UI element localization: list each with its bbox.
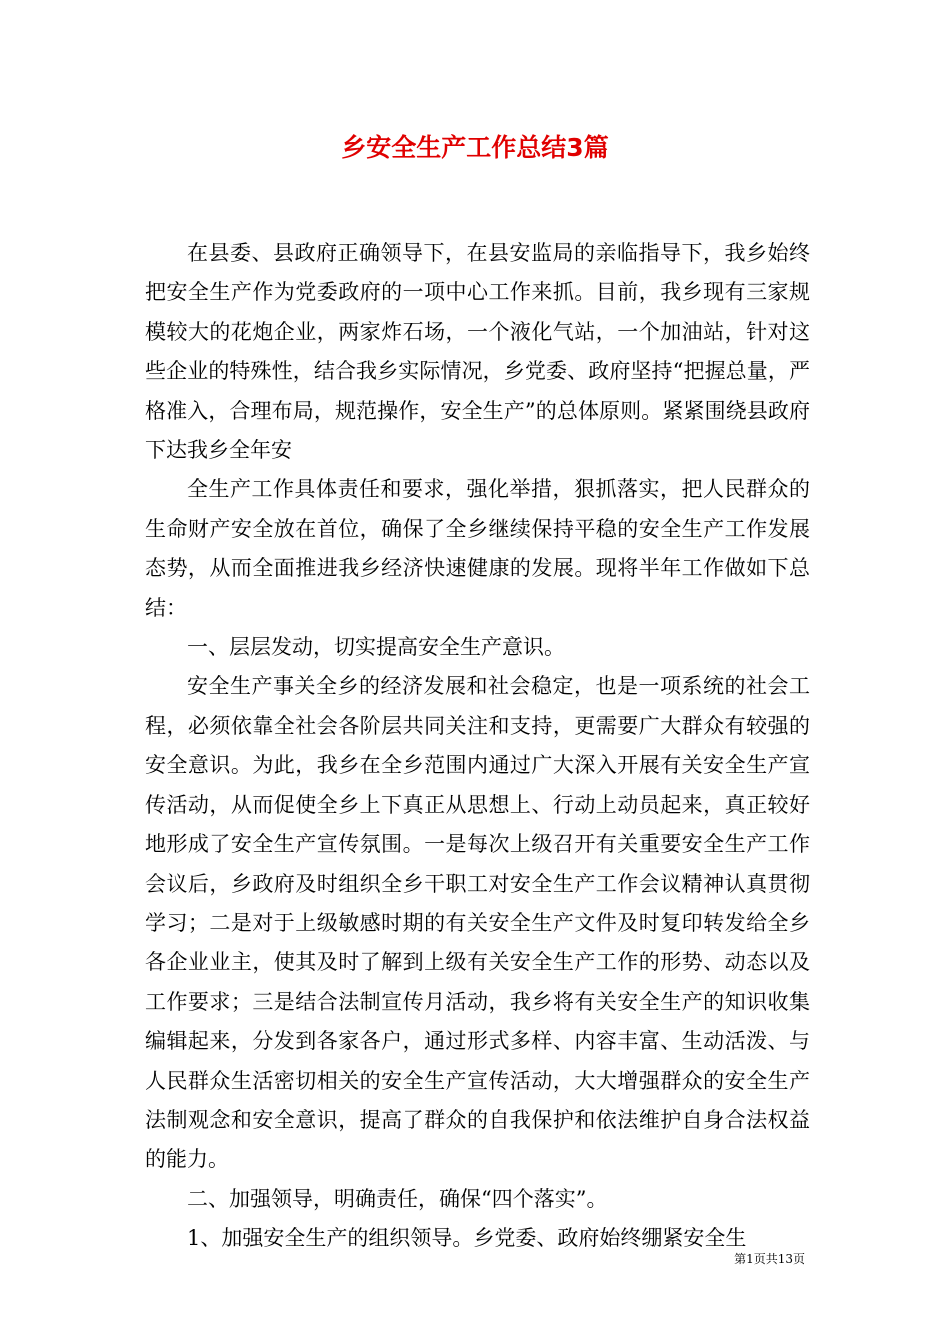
document-title: 乡安全生产工作总结3篇 <box>341 133 609 162</box>
document-body <box>145 234 810 1259</box>
page-number-footer: 第1页共13页 <box>734 1252 805 1266</box>
section-heading-2: 二、加强领导，明确责任，确保“四个落实”。 <box>187 1186 608 1211</box>
section-heading-1: 一、层层发动，切实提高安全生产意识。 <box>187 635 565 660</box>
paragraph-intro: 在县委、县政府正确领导下，在县安监局的亲临指导下，我乡始终把安全生产作为党委政府的一项中心工作来抓。目前，我乡现有三家规模较大的花炮企业，两家炸石场，一个液化气站，一个加油站，针对这些企业的特殊性，结合我乡实际情况，乡党委、政府坚持“把握总量，严格准入，合理布局，规范操作，安全生产”的总体原则。紧紧围绕县政府下达我乡全年安 <box>145 241 810 463</box>
paragraph-intro-continued: 全生产工作具体责任和要求，强化举措，狠抓落实，把人民群众的生命财产安全放在首位，确保了全乡继续保持平稳的安全生产工作发展态势，从而全面推进我乡经济快速健康的发展。现将半年工作做如下总结： <box>145 477 810 620</box>
paragraph-section-1: 安全生产事关全乡的经济发展和社会稳定，也是一项系统的社会工程，必须依靠全社会各阶层共同关注和支持，更需要广大群众有较强的安全意识。为此，我乡在全乡范围内通过广大深入开展有关安全生产宣传活动，从而促使全乡上下真正从思想上、行动上动员起来，真正较好地形成了安全生产宣传氛围。一是每次上级召开有关重要安全生产工作会议后，乡政府及时组织全乡干职工对安全生产工作会议精神认真贯彻学习；二是对于上级敏感时期的有关安全生产文件及时复印转发给全乡各企业业主，使其及时了解到上级有关安全生产工作的形势、动态以及工作要求；三是结合法制宣传月活动，我乡将有关安全生产的知识收集编辑起来，分发到各家各户，通过形式多样、内容丰富、生动活泼、与人民群众生活密切相关的安全生产宣传活动，大大增强群众的安全生产法制观念和安全意识，提高了群众的自我保护和依法维护自身合法权益的能力。 <box>145 674 810 1172</box>
paragraph-section-2-item-1: 1、加强安全生产的组织领导。乡党委、政府始终绷紧安全生 <box>187 1226 747 1251</box>
